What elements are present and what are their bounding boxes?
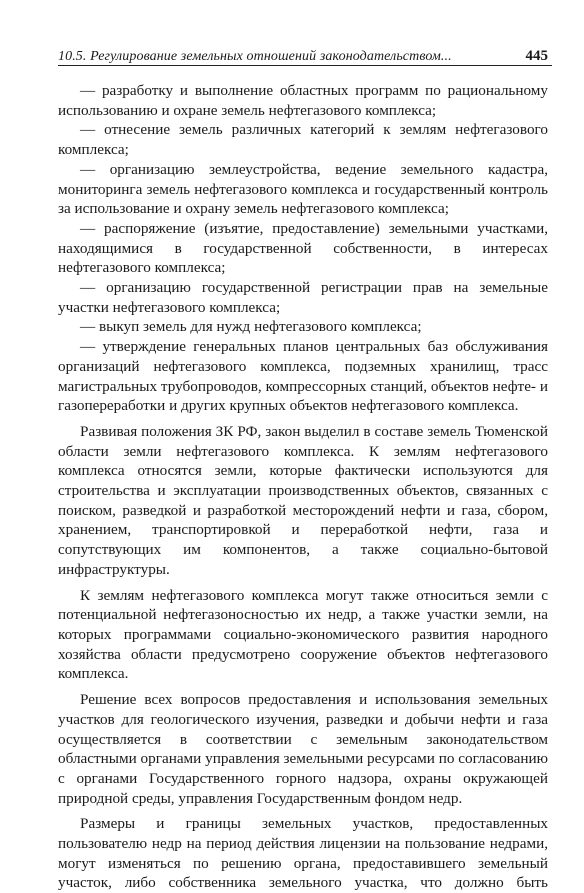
list-item: — распоряжение (изъятие, предоставление) земельными участками, находящимися в государственной собственности, в интересах нефтегазового комплекса; [58,219,548,277]
list-item: — выкуп земель для нужд нефтегазового комплекса; [80,318,422,336]
paragraph: К землям нефтегазового комплекса могут также относиться земли с потенциальной нефтегазоносностью их недр, а также участки земли, на которых программами социально-экономического развития народного хозяйства области предусмотрено сооружение объектов нефтегазового комплекса. [58,586,548,683]
running-title: 10.5. Регулирование земельных отношений законодательством... [58,49,452,64]
list-item: — организацию землеустройства, ведение земельного кадастра, мониторинга земель нефтегазового комплекса и государственный контроль за использование и охрану земель нефтегазового комплекса; [58,160,548,218]
list-item: — организацию государственной регистрации прав на земельные участки нефтегазового комплекса; [58,279,548,316]
paragraph: Размеры и границы земельных участков, предоставленных пользователю недр на период действия лицензии на пользование недрами, могут изменяться по решению органа, предоставившего земельный участок, либо собственника земельного участка, что должно быть [58,815,548,892]
list-item: — отнесение земель различных категорий к землям нефтегазового комплекса; [58,121,548,159]
page-number: 445 [525,48,548,64]
paragraph: Решение всех вопросов предоставления и использования земельных участков для геологического изучения, разведки и добычи нефти и газа осуществляется в соответствии с земельным законодательством областными органами управления земельными ресурсами по согласованию с органами Государственного горного надзора, охраны окружающей природной среды, управления Государственным фондом недр. [58,691,548,807]
paragraph: Развивая положения ЗК РФ, закон выделил в составе земель Тюменской области земли нефтегазового комплекса. К землям нефтегазового комплекса относятся земли, которые фактически используются для строительства и эксплуатации производственных объектов, связанных с поиском, разведкой и разработкой месторождений нефти и газа, сбором, хранением, транспортировкой и переработкой нефти, газа и сопутствующих им компонентов, а также социально-бытовой инфраструктуры. [58,422,548,578]
list-item: — утверждение генеральных планов центральных баз обслуживания организаций нефтегазового комплекса, подземных хранилищ, трасс магистральных трубопроводов, компрессорных станций, объектов нефте- и газопереработки и других крупных объектов нефтегазового комплекса. [58,338,548,415]
body-text [58,81,548,893]
list-item: — разработку и выполнение областных программ по рациональному использованию и охране земель нефтегазового комплекса; [58,82,548,119]
running-header [58,43,552,66]
